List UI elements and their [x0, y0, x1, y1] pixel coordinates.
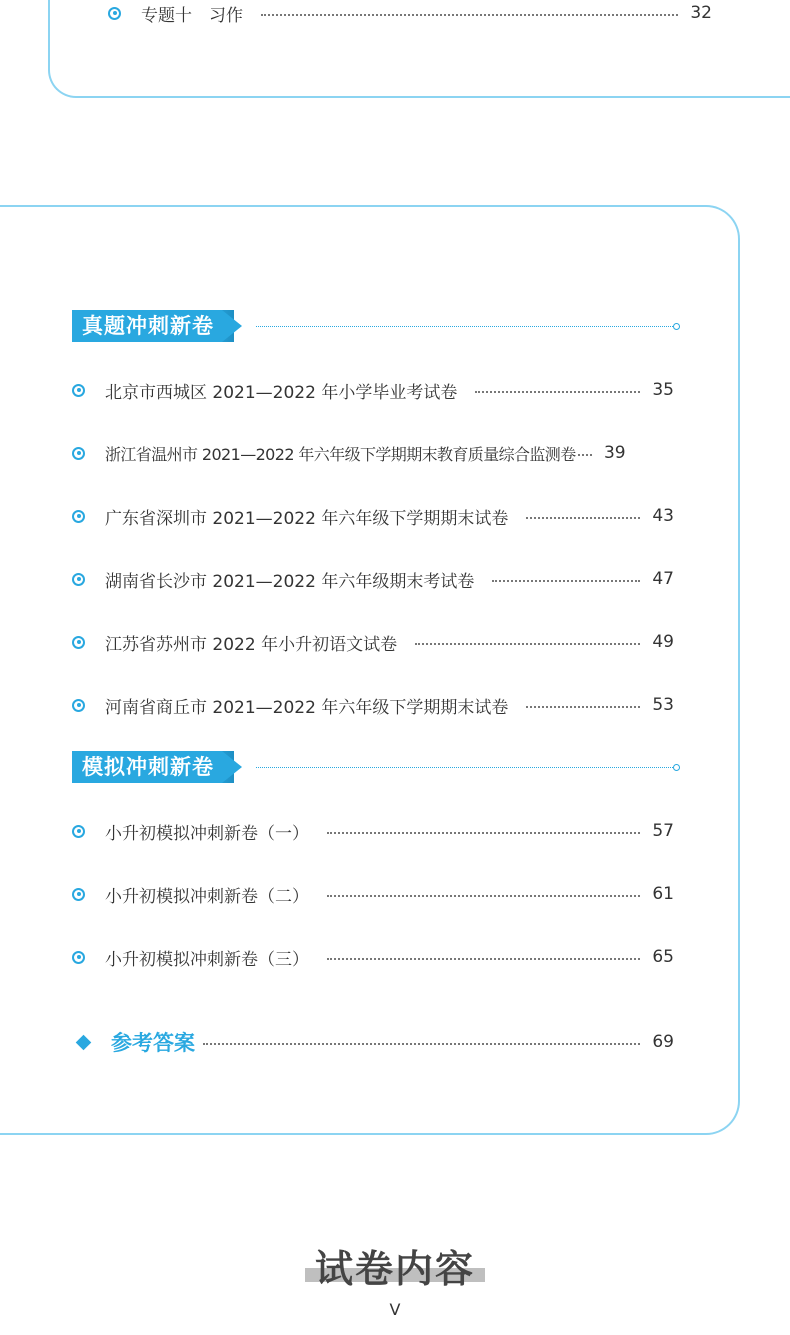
- entry-page: 57: [652, 821, 674, 841]
- entry-page: 47: [652, 569, 674, 589]
- entry-title: 小升初模拟冲刺新卷（三）: [105, 949, 309, 970]
- entry-title: 浙江省温州市 2021—2022 年六年级下学期期末教育质量综合监测卷: [105, 444, 576, 464]
- toc-entry[interactable]: [72, 503, 674, 529]
- entry-page: 69: [652, 1032, 674, 1052]
- toc-entry[interactable]: [72, 629, 674, 655]
- ring-dot-icon: [72, 573, 85, 586]
- toc-entry[interactable]: [72, 440, 674, 466]
- section-header: [72, 309, 680, 343]
- entry-page: 65: [652, 947, 674, 967]
- entry-page: 32: [690, 3, 712, 23]
- ring-dot-icon: [72, 699, 85, 712]
- toc-entry[interactable]: [72, 566, 674, 592]
- dot-leader: [578, 454, 592, 456]
- toc-entry-answers[interactable]: [78, 1027, 674, 1057]
- dot-leader: [526, 706, 640, 708]
- entry-page: 53: [652, 695, 674, 715]
- footer-title: [0, 1238, 790, 1293]
- diamond-icon: [76, 1034, 92, 1050]
- answers-title: 参考答案: [111, 1031, 195, 1055]
- entry-title: 小升初模拟冲刺新卷（二）: [105, 886, 309, 907]
- section-header: [72, 750, 680, 784]
- section-divider: [256, 767, 673, 768]
- toc-entry[interactable]: [72, 377, 674, 403]
- ring-dot-icon: [72, 825, 85, 838]
- section-title: 模拟冲刺新卷: [72, 751, 222, 783]
- ring-dot-icon: [72, 384, 85, 397]
- circle-end-icon: [673, 764, 680, 771]
- dot-leader: [203, 1043, 640, 1045]
- page-number: V: [389, 1300, 401, 1319]
- toc-entry[interactable]: [72, 881, 674, 907]
- entry-title: 北京市西城区 2021—2022 年小学毕业考试卷: [105, 382, 458, 403]
- entry-title: 江苏省苏州市 2022 年小升初语文试卷: [105, 634, 398, 655]
- section-divider: [256, 326, 673, 327]
- toc-entry[interactable]: [72, 944, 674, 970]
- dot-leader: [415, 643, 640, 645]
- entry-page: 49: [652, 632, 674, 652]
- entry-page: 35: [652, 380, 674, 400]
- ring-dot-icon: [108, 7, 121, 20]
- main-frame: [0, 205, 740, 1135]
- dot-leader: [261, 14, 678, 16]
- dot-leader: [526, 517, 640, 519]
- entry-title: 湖南省长沙市 2021—2022 年六年级期末考试卷: [105, 571, 475, 592]
- entry-title: 小升初模拟冲刺新卷（一）: [105, 823, 309, 844]
- entry-title: 河南省商丘市 2021—2022 年六年级下学期期末试卷: [105, 697, 509, 718]
- ring-dot-icon: [72, 888, 85, 901]
- dot-leader: [327, 895, 640, 897]
- dot-leader: [327, 958, 640, 960]
- dot-leader: [492, 580, 640, 582]
- entry-page: 61: [652, 884, 674, 904]
- entry-title: 专题十 习作: [141, 5, 243, 26]
- entry-title: 广东省深圳市 2021—2022 年六年级下学期期末试卷: [105, 508, 509, 529]
- ring-dot-icon: [72, 951, 85, 964]
- entry-page: 39: [603, 443, 626, 463]
- toc-entry[interactable]: [72, 692, 674, 718]
- dot-leader: [327, 832, 640, 834]
- ring-dot-icon: [72, 510, 85, 523]
- circle-end-icon: [673, 323, 680, 330]
- entry-page: 43: [652, 506, 674, 526]
- toc-entry[interactable]: [108, 0, 712, 26]
- ring-dot-icon: [72, 447, 85, 460]
- footer-title-text: 试卷内容: [314, 1247, 475, 1291]
- dot-leader: [475, 391, 640, 393]
- toc-entry[interactable]: [72, 818, 674, 844]
- ring-dot-icon: [72, 636, 85, 649]
- section-title: 真题冲刺新卷: [72, 310, 222, 342]
